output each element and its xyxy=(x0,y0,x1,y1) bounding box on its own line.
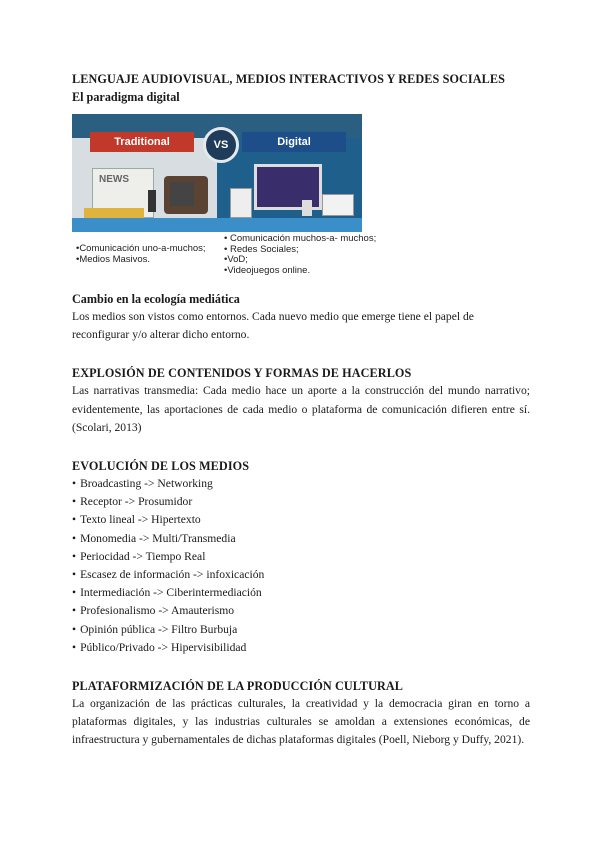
evolution-list xyxy=(72,475,530,657)
figure-floor xyxy=(72,218,362,232)
subheading: El paradigma digital xyxy=(72,90,180,104)
paragraph-explosion: Las narrativas transmedia: Cada medio hace un aporte a la construcción del mundo narrativo; evidentemente, las aportaciones de cada medio o plataforma de comunicación difieren entre sí. (Scolari, 2013) xyxy=(72,384,530,434)
list-item: • Profesionalismo -> Amauterismo xyxy=(72,602,530,620)
television-icon xyxy=(164,176,208,214)
laptop-icon xyxy=(322,194,354,216)
vs-badge: VS xyxy=(203,127,239,163)
main-heading: LENGUAJE AUDIOVISUAL, MEDIOS INTERACTIVOS Y REDES SOCIALES xyxy=(72,72,506,86)
tablet-icon xyxy=(230,188,252,218)
paragraph-plataformizacion: La organización de las prácticas culturales, la creatividad y la democracia giran en torno a plataformas digitales, y las industrias culturales se amoldan a extensiones económicas, de infraestructura y gubernamentales de dichas plataformas digitales (Poell, Nieborg y Duffy, 2021). xyxy=(72,697,530,747)
document-page xyxy=(72,70,530,750)
caption-traditional xyxy=(76,244,206,265)
list-item: • Escasez de información -> infoxicación xyxy=(72,566,530,584)
old-phone-icon xyxy=(148,190,156,212)
caption-line: •Videojuegos online. xyxy=(224,264,311,276)
list-item: • Texto lineal -> Hipertexto xyxy=(72,511,530,529)
list-item: • Intermediación -> Ciberintermediación xyxy=(72,584,530,602)
section-title-plataformizacion: PLATAFORMIZACIÓN DE LA PRODUCCIÓN CULTURAL xyxy=(72,679,404,694)
caption-digital xyxy=(224,234,376,276)
paragraph-ecologia: Los medios son vistos como entornos. Cada nuevo medio que emerge tiene el papel de reconfigurar y/o alterar dicho entorno. xyxy=(72,310,474,342)
newspaper-icon: NEWS xyxy=(92,168,154,218)
caption-line: •VoD; xyxy=(224,254,248,265)
caption-line: • Comunicación muchos-a- muchos; xyxy=(224,233,377,244)
list-item: • Monomedia -> Multi/Transmedia xyxy=(72,530,530,548)
section-title-ecologia: Cambio en la ecología mediática xyxy=(72,292,240,306)
digital-label: Digital xyxy=(242,132,346,152)
list-item: • Público/Privado -> Hipervisibilidad xyxy=(72,639,530,657)
list-item: • Opinión pública -> Filtro Burbuja xyxy=(72,621,530,639)
figure-caption xyxy=(72,232,530,284)
caption-line: • Redes Sociales; xyxy=(224,243,299,255)
traditional-label: Traditional xyxy=(90,132,194,152)
traditional-vs-digital-figure xyxy=(72,114,362,232)
caption-line: •Comunicación uno-a-muchos; xyxy=(76,243,206,254)
caption-line: •Medios Masivos. xyxy=(76,253,151,265)
list-item: • Receptor -> Prosumidor xyxy=(72,493,530,511)
books-icon xyxy=(84,208,144,218)
smartphone-icon xyxy=(302,200,312,216)
section-title-evolucion: EVOLUCIÓN DE LOS MEDIOS xyxy=(72,459,250,474)
section-title-explosion: EXPLOSIÓN DE CONTENIDOS Y FORMAS DE HACERLOS xyxy=(72,366,412,381)
list-item: • Periocidad -> Tiempo Real xyxy=(72,548,530,566)
list-item: • Broadcasting -> Networking xyxy=(72,475,530,493)
